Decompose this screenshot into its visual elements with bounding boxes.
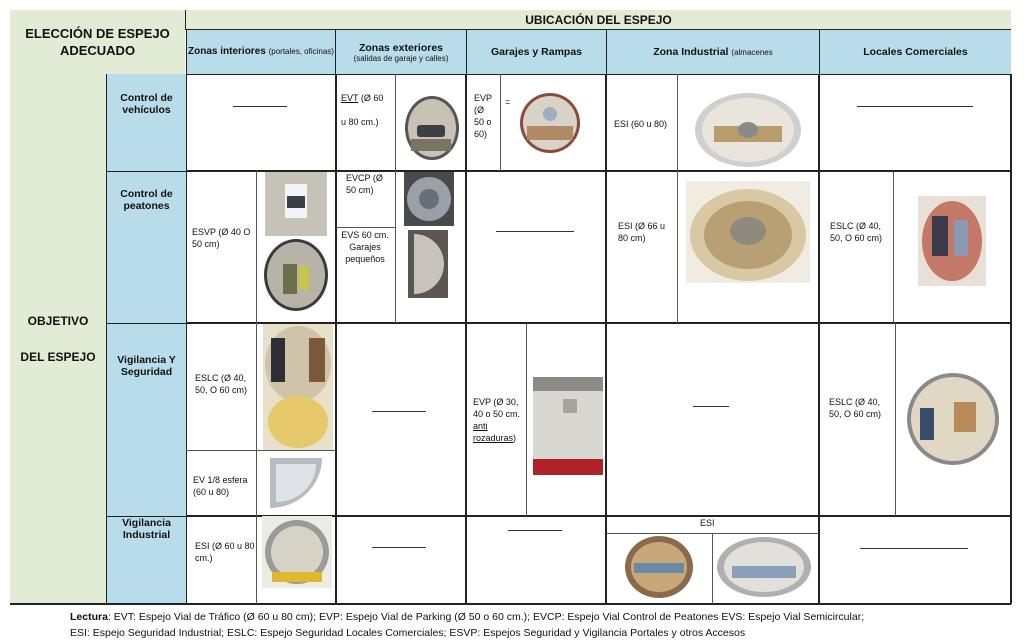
evt-size-b: u 80 cm.): [341, 117, 379, 127]
sub-line: [336, 227, 396, 228]
objetivo-label: [10, 74, 106, 604]
esvp-label: ESVP (Ø 40 O 50 cm): [192, 227, 251, 249]
traffic-mirror-photo: [403, 95, 461, 161]
evp-30-text: EVP (Ø 30, 40 o 50 cm.: [473, 397, 521, 419]
security-mirror-photo: [263, 324, 333, 450]
eslc-label-b: ESLC (Ø 40, 50, O 60 cm): [195, 373, 248, 395]
portal-mirror-photo-2: [263, 238, 329, 312]
sub-line: [500, 74, 501, 171]
row-label-vehiculos: Control de vehículos: [106, 74, 186, 171]
sub-line: [186, 450, 335, 451]
empty-dash: [860, 548, 968, 549]
col-header-interiores: [186, 30, 335, 74]
esi-60-80-label: ESI (60 u 80): [614, 119, 668, 129]
esi-66-80-label: ESI (Ø 66 u 80 cm): [618, 221, 666, 243]
objetivo-line-1: OBJETIVO: [27, 314, 89, 328]
col-sub: (almacenes: [731, 47, 773, 57]
row-line: [10, 603, 1011, 605]
ubicacion-header: UBICACIÓN DEL ESPEJO: [185, 10, 1011, 30]
evp-30-close: ): [513, 433, 517, 443]
empty-dash: [372, 547, 426, 548]
col-sub: (portales, oficinas): [268, 47, 334, 56]
legend-line-1: [70, 609, 1020, 625]
sub-line: [712, 533, 713, 604]
col-title: Zona Industrial: [653, 46, 729, 58]
legend-title: Lectura: [70, 611, 108, 623]
row-label-peatones: Control de peatones: [106, 171, 186, 323]
evcp-label: EVCP (Ø 50 cm): [346, 173, 383, 195]
industrial-dome-photo: [694, 92, 802, 168]
empty-dash: [372, 411, 426, 412]
empty-dash: [857, 106, 973, 107]
empty-dash: [496, 231, 574, 232]
garage-wall-mirror-photo: [533, 377, 603, 475]
evp-30-anti: anti rozaduras: [473, 421, 514, 443]
sub-line: [893, 171, 894, 323]
row-label-industrial: Vigilancia Industrial: [106, 516, 186, 604]
col-title: Zonas interiores: [188, 46, 266, 57]
col-line: [818, 74, 820, 604]
legend-text-2: ESI: Espejo Seguridad Industrial; ESLC: Espejo Seguridad Locales Comerciales; ESVP: Espejos Seguridad y Vigilancia Portales y otros Accesos: [70, 627, 746, 639]
col-header-comerciales: Locales Comerciales: [819, 30, 1011, 74]
sub-line: [256, 516, 257, 604]
esi-ind-label: ESI (Ø 60 u 80 cm.): [195, 541, 255, 563]
eslc-label-a: ESLC (Ø 40, 50, O 60 cm): [830, 221, 883, 243]
legend: [70, 609, 1020, 641]
industrial-dome-photo-3: [624, 535, 694, 599]
col-header-exteriores: [335, 30, 466, 74]
sub-line: [526, 323, 527, 516]
evs-label: EVS 60 cm. Garajes pequeños: [341, 230, 389, 264]
ev18-label: EV 1/8 esfera (60 u 80): [193, 475, 248, 497]
industrial-dome-photo-4: [716, 536, 812, 598]
sub-line: [395, 74, 396, 323]
col-line: [605, 74, 607, 604]
eleccion-header: ELECCIÓN DE ESPEJO ADECUADO: [10, 10, 185, 74]
evt-label: [341, 92, 395, 104]
parking-mirror-photo: [519, 92, 581, 154]
sub-line: [677, 74, 678, 323]
evp-equals: =: [505, 97, 511, 107]
industrial-full-dome-photo: [262, 516, 332, 588]
evt-size-a: (Ø 60: [358, 93, 384, 103]
portal-mirror-photo-1: [265, 172, 327, 236]
esi-top-label: ESI: [700, 518, 715, 528]
empty-dash: [508, 530, 562, 531]
pedestrian-mirror-photo: [404, 172, 454, 226]
evp-30-label: [473, 396, 521, 444]
empty-dash: [233, 106, 287, 107]
row-label-vigilancia: Vigilancia Y Seguridad: [106, 323, 186, 516]
sub-line: [256, 171, 257, 516]
industrial-dome-photo-2: [686, 181, 810, 283]
commercial-mirror-photo: [918, 196, 986, 286]
objetivo-line-2: DEL ESPEJO: [20, 350, 96, 364]
col-line: [335, 74, 337, 604]
col-title: Zonas exteriores: [358, 41, 444, 54]
eslc-label-c: ESLC (Ø 40, 50, O 60 cm): [829, 397, 882, 419]
commercial-round-mirror-photo: [906, 372, 1000, 466]
col-line: [1010, 74, 1012, 604]
semicircular-mirror-photo: [408, 230, 448, 298]
col-sub: (salidas de garaje y calles): [353, 53, 449, 63]
col-header-industrial: [606, 30, 819, 74]
sub-line: [895, 323, 896, 516]
col-line: [465, 74, 467, 604]
evp-label-small: EVP (Ø 50 o 60): [474, 93, 492, 139]
empty-dash: [693, 406, 729, 407]
evt-code: EVT: [341, 93, 359, 103]
quarter-dome-photo: [266, 454, 326, 510]
legend-text-1: : EVT: Espejo Vial de Tráfico (Ø 60 u 80 cm); EVP: Espejo Vial de Parking (Ø 50 o 60 cm.); EVCP: Espejo Vial Control de Peatones EVS: Espejo Vial Semicircular;: [107, 611, 865, 623]
col-header-garajes: Garajes y Rampas: [466, 30, 606, 74]
